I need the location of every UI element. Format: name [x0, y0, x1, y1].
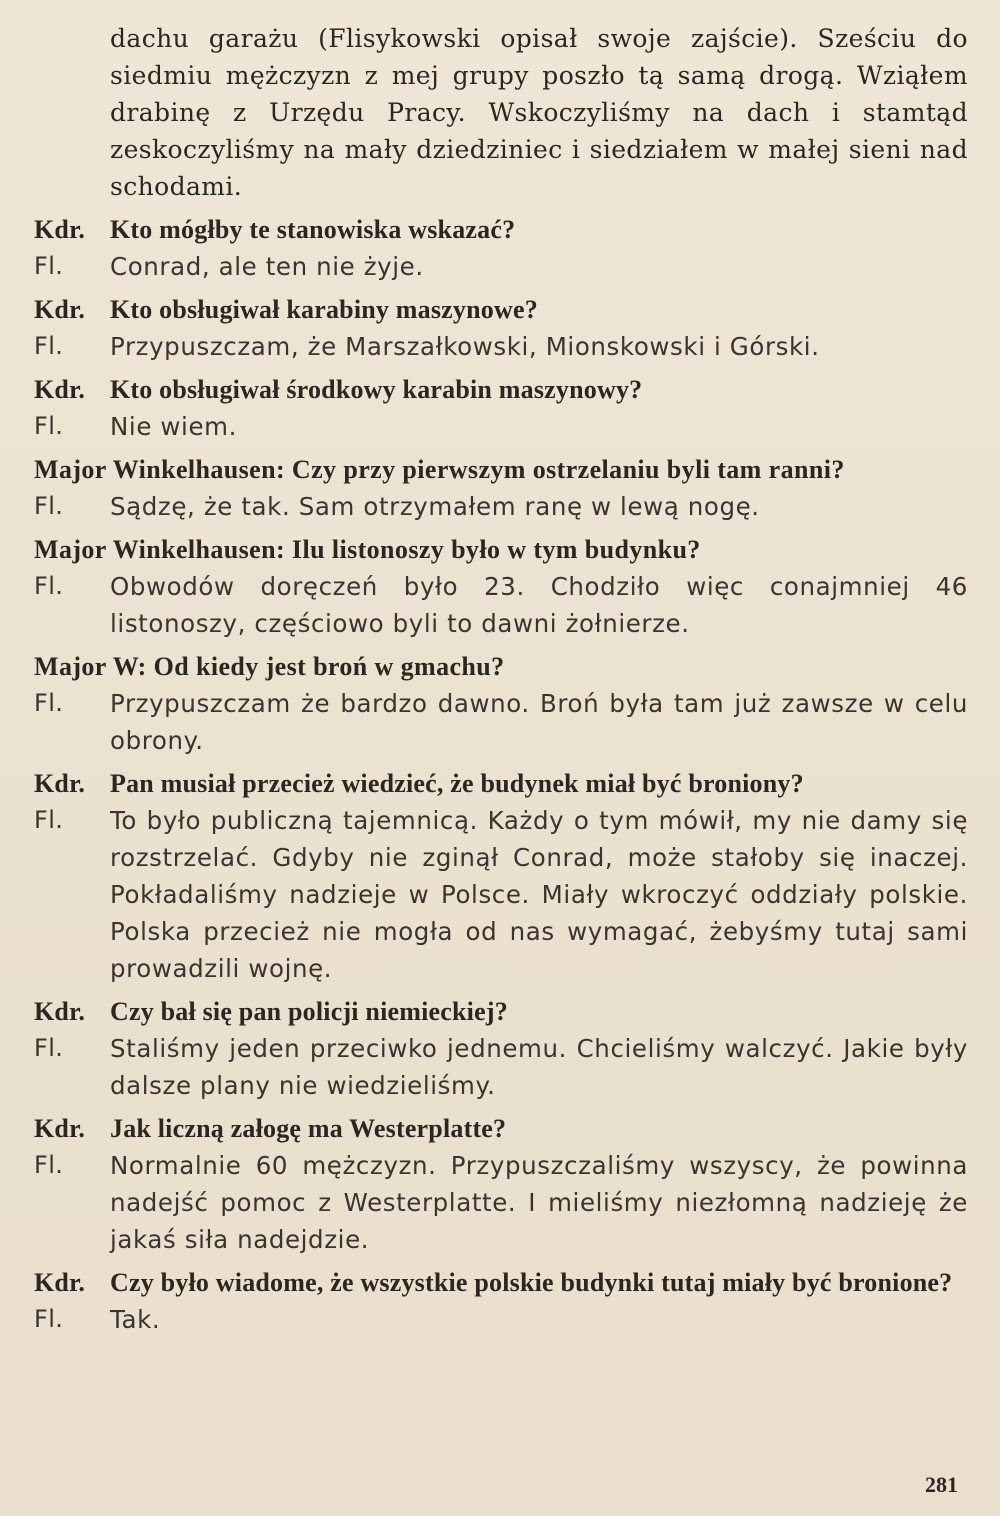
question-row	[0, 1264, 1000, 1301]
speaker-label: Kdr.	[34, 1268, 86, 1297]
question-row	[0, 765, 1000, 802]
answer-text: Staliśmy jeden przeciwko jednemu. Chcieliśmy walczyć. Jakie były dalsze plany nie wiedzieliśmy.	[110, 1034, 968, 1100]
question-text: Kto obsługiwał karabiny maszynowe?	[110, 295, 538, 324]
answer-text: Normalnie 60 mężczyzn. Przypuszczaliśmy wszyscy, że powinna nadejść pomoc z Westerplatte. I mieliśmy niezłomną nadzieję że jakaś siła nadejdzie.	[110, 1151, 968, 1254]
question-row	[0, 1110, 1000, 1147]
question-text: Czy bał się pan policji niemieckiej?	[110, 997, 508, 1026]
answer-text: Obwodów doręczeń było 23. Chodziło więc conajmniej 46 listonoszy, częściowo byli to dawni żołnierze.	[110, 572, 968, 638]
question-text: Jak liczną załogę ma Westerplatte?	[110, 1114, 507, 1143]
speaker-label: Fl.	[34, 412, 64, 440]
speaker-label: Kdr.	[34, 769, 86, 798]
question-text: Czy było wiadome, że wszystkie polskie budynki tutaj miały być bronione?	[110, 1268, 953, 1297]
speaker-label: Kdr.	[34, 1114, 86, 1143]
continued-paragraph	[0, 20, 1000, 205]
speaker-label: Kdr.	[34, 295, 86, 324]
question-row	[0, 993, 1000, 1030]
answer-row	[0, 488, 1000, 525]
speaker-label: Fl.	[34, 806, 64, 834]
question-row	[0, 211, 1000, 248]
paragraph-text: dachu garażu (Flisykowski opisał swoje zajście). Sześciu do siedmiu mężczyzn z mej grupy poszło tą samą drogą. Wziąłem drabinę z Urzędu Pracy. Wskoczyliśmy na dach i stamtąd zeskoczyliśmy na mały dziedziniec i siedziałem w małej sieni nad schodami.	[110, 24, 968, 201]
answer-text: To było publiczną tajemnicą. Każdy o tym mówił, my nie damy się rozstrzelać. Gdyby nie zginął Conrad, może stałoby się inaczej. Pokładaliśmy nadzieje w Polsce. Miały wkroczyć oddziały polskie. Polska przecież nie mogła od nas wymagać, żebyśmy tutaj sami prowadzili wojnę.	[110, 806, 968, 983]
speaker-label: Fl.	[34, 252, 64, 280]
answer-row	[0, 328, 1000, 365]
question-row-major	[0, 531, 1000, 568]
answer-text: Sądzę, że tak. Sam otrzymałem ranę w lewą nogę.	[110, 492, 760, 521]
answer-text: Przypuszczam że bardzo dawno. Broń była tam już zawsze w celu obrony.	[110, 689, 968, 755]
speaker-label: Fl.	[34, 572, 64, 600]
answer-text: Tak.	[110, 1305, 161, 1334]
question-text: Kto mógłby te stanowiska wskazać?	[110, 215, 516, 244]
answer-text: Nie wiem.	[110, 412, 237, 441]
answer-row	[0, 1301, 1000, 1338]
question-row	[0, 371, 1000, 408]
speaker-label: Fl.	[34, 1151, 64, 1179]
speaker-label: Fl.	[34, 1034, 64, 1062]
question-text: Major W: Od kiedy jest broń w gmachu?	[34, 652, 505, 681]
answer-text: Przypuszczam, że Marszałkowski, Mionskowski i Górski.	[110, 332, 820, 361]
speaker-label: Fl.	[34, 689, 64, 717]
speaker-label: Kdr.	[34, 997, 86, 1026]
question-text: Pan musiał przecież wiedzieć, że budynek miał być broniony?	[110, 769, 804, 798]
speaker-label: Fl.	[34, 492, 64, 520]
speaker-label: Kdr.	[34, 375, 86, 404]
answer-row	[0, 802, 1000, 987]
speaker-label: Fl.	[34, 1305, 64, 1333]
answer-row	[0, 1147, 1000, 1258]
question-row-major	[0, 451, 1000, 488]
speaker-label: Fl.	[34, 332, 64, 360]
answer-row	[0, 248, 1000, 285]
answer-text: Conrad, ale ten nie żyje.	[110, 252, 424, 281]
question-row	[0, 291, 1000, 328]
interrogation-transcript	[0, 20, 1000, 1338]
answer-row	[0, 1030, 1000, 1104]
answer-row	[0, 568, 1000, 642]
page-number: 281	[925, 1472, 958, 1497]
question-text: Major Winkelhausen: Czy przy pierwszym ostrzelaniu byli tam ranni?	[34, 455, 845, 484]
question-text: Major Winkelhausen: Ilu listonoszy było w tym budynku?	[34, 535, 701, 564]
question-text: Kto obsługiwał środkowy karabin maszynowy?	[110, 375, 643, 404]
answer-row	[0, 408, 1000, 445]
question-row-major	[0, 648, 1000, 685]
speaker-label: Kdr.	[34, 215, 86, 244]
answer-row	[0, 685, 1000, 759]
